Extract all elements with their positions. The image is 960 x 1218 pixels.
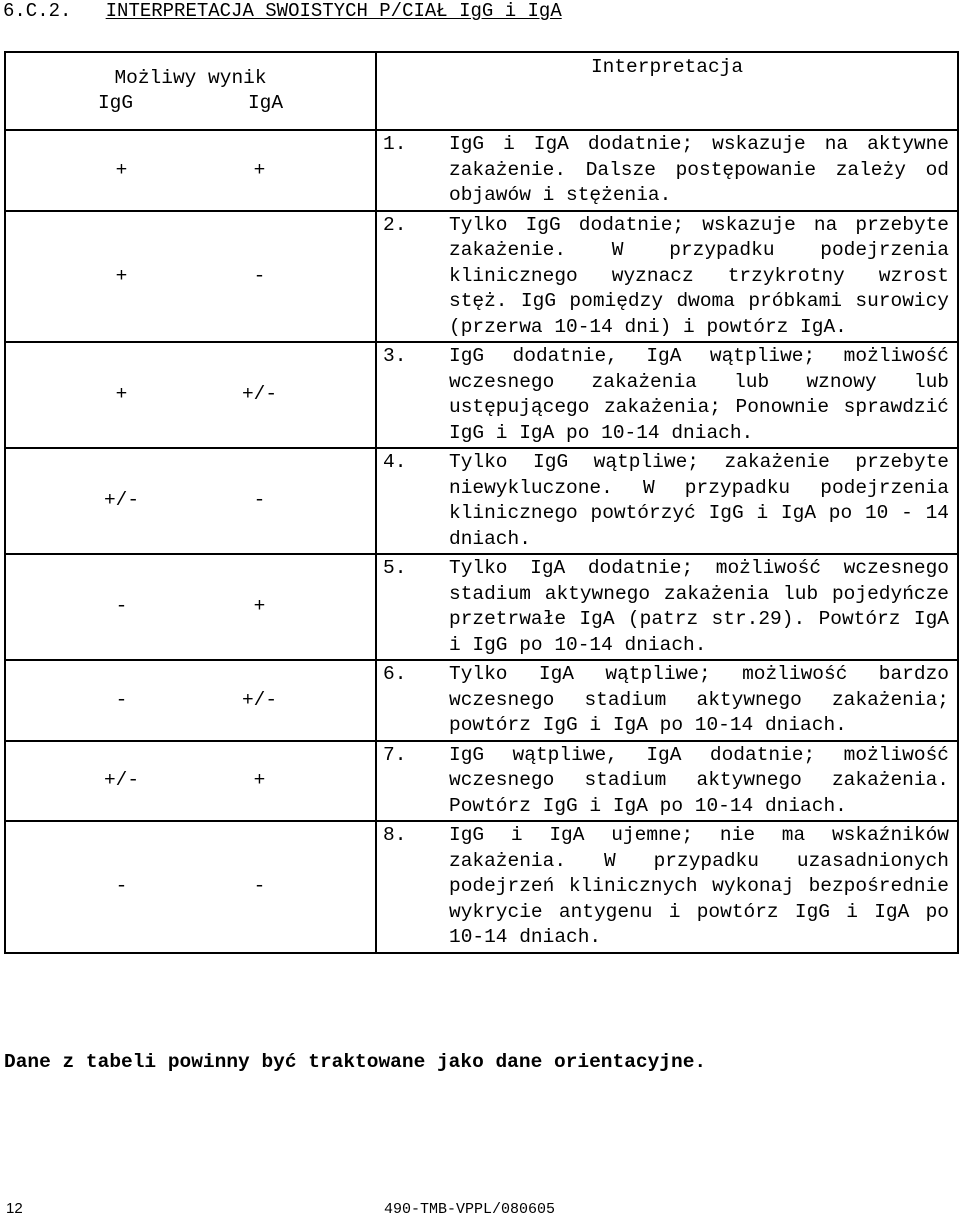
interpretation-text: IgG dodatnie, IgA wątpliwe; możliwość wczesnego zakażenia lub wznowy lub ustępującego zakażenia; Ponownie sprawdzić IgG i IgA po 10-14 dniach.	[449, 345, 949, 444]
interpretation-text: Tylko IgA dodatnie; możliwość wczesnego stadium aktywnego zakażenia lub pojedyńcze przetrwałe IgA (patrz str.29). Powtórz IgA i IgG po 10-14 dniach.	[449, 557, 949, 656]
result-header-label: Możliwy wynik	[114, 66, 267, 89]
interpretation-text: Tylko IgG dodatnie; wskazuje na przebyte zakażenie. W przypadku podejrzenia klinicznego wyznacz trzykrotny wzrost stęż. IgG pomiędzy dwoma próbkami surowicy (przerwa 10-14 dni) i powtórz IgA.	[449, 213, 949, 338]
item-number: 6.	[383, 663, 407, 685]
table-row	[5, 130, 958, 211]
item-number: 1.	[383, 133, 407, 155]
igg-result: +	[115, 158, 128, 181]
iga-result: -	[253, 489, 266, 512]
interpretation-cell	[376, 741, 958, 822]
interpretation-text: IgG i IgA dodatnie; wskazuje na aktywne zakażenie. Dalsze postępowanie zależy od objawów i stężenia.	[449, 133, 949, 206]
item-number: 8.	[383, 824, 407, 846]
igg-header: IgG	[97, 92, 134, 114]
interpretation-cell	[376, 130, 958, 211]
item-number: 2.	[383, 213, 407, 236]
iga-header: IgA	[247, 92, 284, 114]
iga-result: -	[253, 875, 266, 897]
result-cell	[5, 660, 376, 741]
result-cell	[5, 211, 376, 343]
interpretation-cell	[376, 554, 958, 660]
iga-result: -	[253, 264, 266, 287]
igg-result: +/-	[103, 489, 140, 512]
table-row	[5, 660, 958, 741]
interpretation-text: Tylko IgA wątpliwe; możliwość bardzo wczesnego stadium aktywnego zakażenia; powtórz IgG i IgA po 10-14 dniach.	[449, 663, 949, 736]
item-number: 5.	[383, 557, 407, 579]
iga-result: +	[253, 595, 266, 618]
document-code: 490-TMB-VPPL/080605	[384, 1201, 556, 1218]
interpretation-cell	[376, 342, 958, 448]
section-number: 6.C.2.	[3, 0, 72, 22]
igg-result: -	[115, 688, 128, 711]
table-header-row	[5, 52, 958, 130]
table-row	[5, 821, 958, 953]
section-title: INTERPRETACJA SWOISTYCH P/CIAŁ IgG i IgA	[105, 0, 562, 22]
interpretation-cell	[376, 821, 958, 953]
interpretation-text: IgG i IgA ujemne; nie ma wskaźników zakażenia. W przypadku uzasadnionych podejrzeń klinicznych wykonaj bezpośrednie wykrycie antygenu i powtórz IgG i IgA po 10-14 dniach.	[449, 824, 949, 948]
interpretation-header: Interpretacja	[376, 52, 958, 130]
interpretation-cell	[376, 660, 958, 741]
interpretation-table	[4, 51, 959, 954]
igg-result: -	[115, 595, 128, 618]
interpretation-cell	[376, 448, 958, 554]
item-number: 3.	[383, 345, 407, 367]
item-number: 7.	[383, 743, 407, 766]
result-cell	[5, 342, 376, 448]
table-row	[5, 741, 958, 822]
result-cell	[5, 741, 376, 822]
section-heading	[3, 0, 562, 22]
page-number: 12	[6, 1200, 23, 1217]
iga-result: +/-	[241, 383, 278, 406]
iga-result: +	[253, 158, 266, 181]
interpretation-text: Tylko IgG wątpliwe; zakażenie przebyte niewykluczone. W przypadku podejrzenia klinicznego powtórzyć IgG i IgA po 10 - 14 dniach.	[449, 451, 949, 550]
table-row	[5, 554, 958, 660]
result-header-cell	[5, 52, 376, 130]
result-cell	[5, 448, 376, 554]
result-cell	[5, 554, 376, 660]
result-cell	[5, 821, 376, 953]
table-body	[5, 130, 958, 953]
table-row	[5, 342, 958, 448]
table-note: Dane z tabeli powinny być traktowane jako dane orientacyjne.	[4, 1051, 707, 1073]
iga-result: +	[253, 769, 266, 791]
interpretation-cell	[376, 211, 958, 343]
igg-result: +	[115, 264, 128, 287]
interpretation-text: IgG wątpliwe, IgA dodatnie; możliwość wczesnego stadium aktywnego zakażenia. Powtórz IgG i IgA po 10-14 dniach.	[449, 743, 949, 817]
igg-result: +/-	[103, 769, 140, 791]
igg-result: -	[115, 875, 128, 897]
item-number: 4.	[383, 451, 407, 473]
iga-result: +/-	[241, 688, 278, 711]
table-row	[5, 448, 958, 554]
igg-result: +	[115, 383, 128, 406]
result-cell	[5, 130, 376, 211]
table-row	[5, 211, 958, 343]
